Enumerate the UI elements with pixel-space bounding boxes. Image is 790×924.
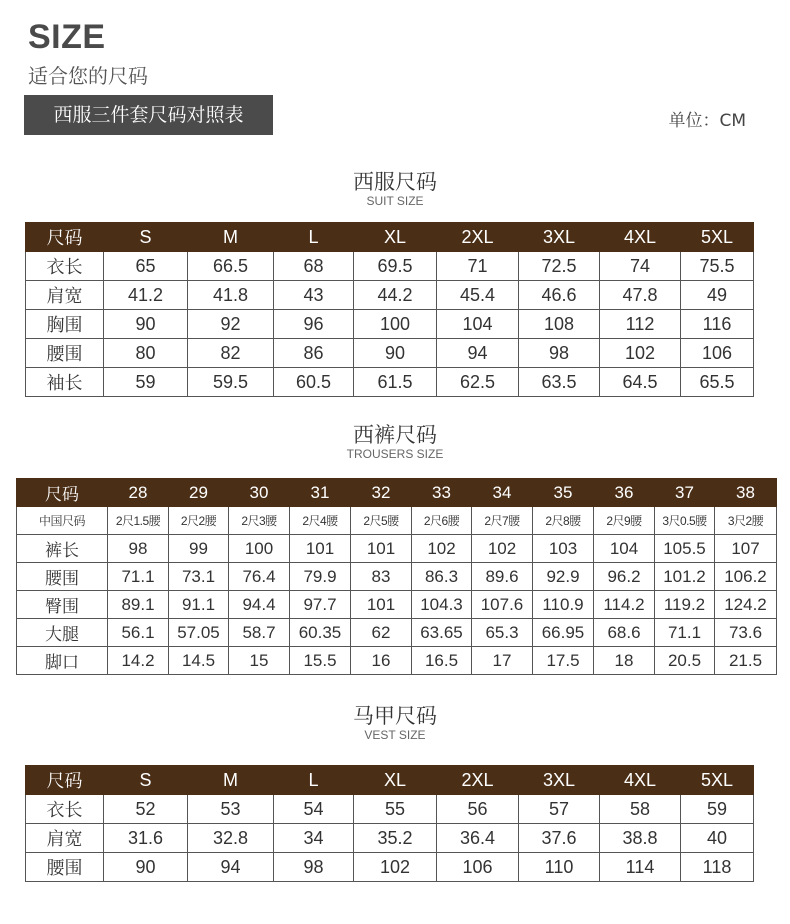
measurement-cell: 15.5 [290,647,351,675]
measurement-cell: 102 [600,339,681,368]
measurement-cell: 16.5 [412,647,472,675]
trousers-section-subtitle: TROUSERS SIZE [346,447,444,461]
measurement-cell: 89.1 [108,591,169,619]
size-header-cell: 33 [412,479,472,507]
measurement-cell: 3尺2腰 [715,507,777,535]
vest-section-subtitle: VEST SIZE [364,728,426,742]
measurement-cell: 63.5 [519,368,600,397]
measurement-cell: 110.9 [533,591,594,619]
measurement-cell: 2尺5腰 [351,507,412,535]
measurement-cell: 58 [600,795,681,824]
table-row [26,281,754,310]
size-header-cell: 2XL [437,766,519,795]
measurement-cell: 47.8 [600,281,681,310]
row-label-cell: 肩宽 [26,824,104,853]
measurement-cell: 106.2 [715,563,777,591]
measurement-cell: 75.5 [681,252,754,281]
measurement-cell: 68 [274,252,354,281]
measurement-cell: 100 [354,310,437,339]
table-row [26,853,754,882]
table-row [26,310,754,339]
size-header-cell: S [104,223,188,252]
measurement-cell: 114 [600,853,681,882]
measurement-cell: 104.3 [412,591,472,619]
unit-label: 单位：CM [668,111,746,131]
row-label-cell: 臀围 [17,591,108,619]
vest-section-title: 马甲尺码 [353,704,437,728]
measurement-cell: 59.5 [188,368,274,397]
measurement-cell: 108 [519,310,600,339]
measurement-cell: 104 [437,310,519,339]
size-header-cell: 3XL [519,766,600,795]
measurement-cell: 57 [519,795,600,824]
measurement-cell: 56 [437,795,519,824]
measurement-cell: 36.4 [437,824,519,853]
measurement-cell: 86 [274,339,354,368]
row-label-cell: 肩宽 [26,281,104,310]
measurement-cell: 59 [104,368,188,397]
measurement-cell: 31.6 [104,824,188,853]
measurement-cell: 40 [681,824,754,853]
size-header-cell: 35 [533,479,594,507]
measurement-cell: 94.4 [229,591,290,619]
measurement-cell: 91.1 [169,591,229,619]
measurement-cell: 96.2 [594,563,655,591]
table-row [17,619,777,647]
row-label-cell: 中国尺码 [17,507,108,535]
size-header-cell: XL [354,766,437,795]
measurement-cell: 80 [104,339,188,368]
measurement-cell: 57.05 [169,619,229,647]
size-header-cell: M [188,223,274,252]
measurement-cell: 62 [351,619,412,647]
measurement-cell: 66.95 [533,619,594,647]
table-row [17,507,777,535]
measurement-cell: 76.4 [229,563,290,591]
header-label-cell: 尺码 [26,766,104,795]
row-label-cell: 脚口 [17,647,108,675]
measurement-cell: 98 [519,339,600,368]
measurement-cell: 14.2 [108,647,169,675]
measurement-cell: 92 [188,310,274,339]
measurement-cell: 107 [715,535,777,563]
measurement-cell: 74 [600,252,681,281]
measurement-cell: 82 [188,339,274,368]
measurement-cell: 101.2 [655,563,715,591]
row-label-cell: 大腿 [17,619,108,647]
measurement-cell: 45.4 [437,281,519,310]
table-row [17,591,777,619]
measurement-cell: 2尺3腰 [229,507,290,535]
measurement-cell: 101 [290,535,351,563]
size-header-cell: 31 [290,479,351,507]
measurement-cell: 41.8 [188,281,274,310]
size-header-cell: 32 [351,479,412,507]
size-header-cell: 38 [715,479,777,507]
measurement-cell: 118 [681,853,754,882]
measurement-cell: 56.1 [108,619,169,647]
header-label-cell: 尺码 [17,479,108,507]
size-header-cell: M [188,766,274,795]
row-label-cell: 腰围 [17,563,108,591]
size-header-cell: 36 [594,479,655,507]
row-label-cell: 胸围 [26,310,104,339]
size-subheading: 适合您的尺码 [28,64,148,88]
table-row [26,824,754,853]
measurement-cell: 116 [681,310,754,339]
measurement-cell: 68.6 [594,619,655,647]
measurement-cell: 86.3 [412,563,472,591]
measurement-cell: 102 [354,853,437,882]
table-header-row [17,479,777,507]
measurement-cell: 94 [437,339,519,368]
measurement-cell: 17.5 [533,647,594,675]
measurement-cell: 119.2 [655,591,715,619]
measurement-cell: 32.8 [188,824,274,853]
measurement-cell: 71.1 [655,619,715,647]
size-header-cell: 2XL [437,223,519,252]
measurement-cell: 2尺7腰 [472,507,533,535]
size-header-cell: 4XL [600,223,681,252]
table-row [17,563,777,591]
table-row [17,647,777,675]
measurement-cell: 73.6 [715,619,777,647]
measurement-cell: 99 [169,535,229,563]
size-header-cell: 30 [229,479,290,507]
measurement-cell: 83 [351,563,412,591]
measurement-cell: 65.5 [681,368,754,397]
measurement-cell: 2尺8腰 [533,507,594,535]
measurement-cell: 102 [472,535,533,563]
size-header-cell: 37 [655,479,715,507]
size-header-cell: L [274,223,354,252]
measurement-cell: 72.5 [519,252,600,281]
measurement-cell: 2尺9腰 [594,507,655,535]
measurement-cell: 65.3 [472,619,533,647]
measurement-cell: 79.9 [290,563,351,591]
vest-size-table [25,765,754,882]
table-header-row [26,223,754,252]
size-header-cell: L [274,766,354,795]
table-header-row [26,766,754,795]
size-header-cell: 5XL [681,766,754,795]
measurement-cell: 62.5 [437,368,519,397]
measurement-cell: 17 [472,647,533,675]
trousers-size-table [16,478,777,675]
row-label-cell: 衣长 [26,252,104,281]
measurement-cell: 104 [594,535,655,563]
measurement-cell: 98 [108,535,169,563]
size-header-cell: XL [354,223,437,252]
measurement-cell: 61.5 [354,368,437,397]
measurement-cell: 92.9 [533,563,594,591]
size-header-cell: 29 [169,479,229,507]
measurement-cell: 71.1 [108,563,169,591]
chart-tag-label: 西服三件套尺码对照表 [24,95,273,135]
table-row [17,535,777,563]
measurement-cell: 94 [188,853,274,882]
measurement-cell: 41.2 [104,281,188,310]
measurement-cell: 16 [351,647,412,675]
measurement-cell: 105.5 [655,535,715,563]
measurement-cell: 18 [594,647,655,675]
measurement-cell: 114.2 [594,591,655,619]
measurement-cell: 2尺2腰 [169,507,229,535]
measurement-cell: 73.1 [169,563,229,591]
measurement-cell: 38.8 [600,824,681,853]
size-header-cell: S [104,766,188,795]
table-row [26,252,754,281]
measurement-cell: 106 [437,853,519,882]
measurement-cell: 103 [533,535,594,563]
row-label-cell: 衣长 [26,795,104,824]
measurement-cell: 44.2 [354,281,437,310]
measurement-cell: 106 [681,339,754,368]
size-header-cell: 3XL [519,223,600,252]
suit-section-subtitle: SUIT SIZE [366,194,424,208]
measurement-cell: 98 [274,853,354,882]
measurement-cell: 20.5 [655,647,715,675]
row-label-cell: 腰围 [26,339,104,368]
size-header-cell: 4XL [600,766,681,795]
measurement-cell: 64.5 [600,368,681,397]
suit-section-title: 西服尺码 [353,170,437,194]
measurement-cell: 60.5 [274,368,354,397]
measurement-cell: 3尺0.5腰 [655,507,715,535]
trousers-section-title: 西裤尺码 [353,423,437,447]
measurement-cell: 90 [354,339,437,368]
measurement-cell: 71 [437,252,519,281]
measurement-cell: 102 [412,535,472,563]
measurement-cell: 101 [351,591,412,619]
measurement-cell: 90 [104,310,188,339]
row-label-cell: 裤长 [17,535,108,563]
size-header-cell: 34 [472,479,533,507]
measurement-cell: 53 [188,795,274,824]
measurement-cell: 59 [681,795,754,824]
measurement-cell: 89.6 [472,563,533,591]
measurement-cell: 37.6 [519,824,600,853]
measurement-cell: 66.5 [188,252,274,281]
measurement-cell: 101 [351,535,412,563]
measurement-cell: 58.7 [229,619,290,647]
measurement-cell: 2尺1.5腰 [108,507,169,535]
measurement-cell: 35.2 [354,824,437,853]
measurement-cell: 97.7 [290,591,351,619]
row-label-cell: 腰围 [26,853,104,882]
size-header-cell: 28 [108,479,169,507]
suit-size-table [25,222,754,397]
measurement-cell: 49 [681,281,754,310]
size-header-cell: 5XL [681,223,754,252]
measurement-cell: 96 [274,310,354,339]
measurement-cell: 43 [274,281,354,310]
table-row [26,339,754,368]
header-label-cell: 尺码 [26,223,104,252]
table-row [26,795,754,824]
measurement-cell: 63.65 [412,619,472,647]
table-row [26,368,754,397]
measurement-cell: 60.35 [290,619,351,647]
measurement-cell: 46.6 [519,281,600,310]
measurement-cell: 14.5 [169,647,229,675]
size-heading: SIZE [28,18,106,56]
measurement-cell: 112 [600,310,681,339]
row-label-cell: 袖长 [26,368,104,397]
measurement-cell: 2尺4腰 [290,507,351,535]
measurement-cell: 100 [229,535,290,563]
measurement-cell: 34 [274,824,354,853]
measurement-cell: 54 [274,795,354,824]
measurement-cell: 21.5 [715,647,777,675]
measurement-cell: 124.2 [715,591,777,619]
measurement-cell: 65 [104,252,188,281]
measurement-cell: 15 [229,647,290,675]
measurement-cell: 2尺6腰 [412,507,472,535]
measurement-cell: 110 [519,853,600,882]
measurement-cell: 55 [354,795,437,824]
measurement-cell: 90 [104,853,188,882]
measurement-cell: 107.6 [472,591,533,619]
measurement-cell: 69.5 [354,252,437,281]
measurement-cell: 52 [104,795,188,824]
